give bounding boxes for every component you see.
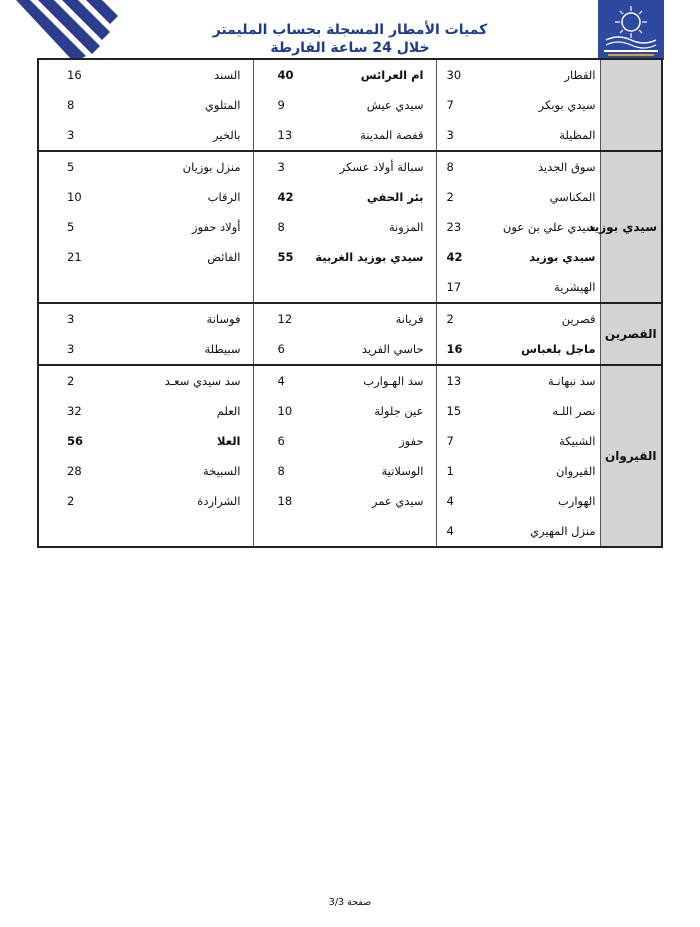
- rainfall-value: 3: [436, 120, 498, 151]
- rainfall-value: 23: [436, 212, 498, 242]
- station-name: بالخير: [213, 128, 241, 142]
- station-name: [153, 516, 253, 547]
- station-name: العلا: [217, 434, 241, 448]
- rainfall-value: 32: [67, 404, 82, 418]
- rainfall-value: 21: [67, 250, 82, 264]
- station-name: المكناسي: [549, 190, 596, 204]
- station-name: [326, 272, 436, 303]
- station-name: قصرين: [498, 303, 600, 334]
- table-row: [38, 365, 662, 396]
- station-name: بئر الحفي: [366, 190, 424, 204]
- station-name: قفصة المدينة: [360, 128, 424, 142]
- station-name: المظيلة: [559, 128, 596, 142]
- rainfall-value: [253, 516, 326, 547]
- station-name: الفائض: [207, 250, 241, 264]
- rainfall-value: 4: [253, 365, 326, 396]
- rainfall-value: 42: [253, 182, 326, 212]
- station-name: القيروان: [555, 464, 596, 478]
- rainfall-value: [38, 516, 153, 547]
- page-footer: [0, 897, 700, 908]
- station-name: منزل بوزيان: [153, 151, 253, 182]
- table-row: [38, 212, 662, 242]
- rainfall-value: 15: [436, 396, 498, 426]
- region-cell: القيروان: [600, 365, 662, 547]
- station-name: القطار: [564, 68, 596, 82]
- station-name: سد سيدي سعـد: [153, 365, 253, 396]
- station-name: [326, 516, 436, 547]
- rainfall-value: 9: [253, 90, 326, 120]
- rainfall-value: 8: [436, 151, 498, 182]
- station-name: سيدي عيش: [366, 98, 424, 112]
- station-name: المتلوي: [204, 98, 241, 112]
- station-name: فوسانة: [153, 303, 253, 334]
- rainfall-table: [37, 58, 663, 548]
- rainfall-value: 40: [253, 59, 326, 90]
- rainfall-value: 6: [253, 426, 326, 456]
- table-row: [38, 120, 662, 151]
- table-row: [38, 303, 662, 334]
- station-name: عين جلولة: [374, 404, 424, 418]
- rainfall-value: 6: [253, 334, 326, 365]
- rainfall-value: 3: [38, 303, 153, 334]
- rainfall-value: 8: [253, 456, 326, 486]
- table-row: [38, 486, 662, 516]
- rainfall-value: 8: [67, 98, 75, 112]
- region-cell: القصرين: [600, 303, 662, 365]
- table-row: [38, 151, 662, 182]
- rainfall-value: 10: [67, 190, 82, 204]
- table-row: [38, 242, 662, 272]
- station-name: الرقاب: [207, 190, 241, 204]
- table-row: [38, 182, 662, 212]
- table-row: [38, 272, 662, 303]
- rainfall-value: 13: [436, 365, 498, 396]
- station-name: فريانة: [326, 303, 436, 334]
- rainfall-value: 10: [253, 396, 326, 426]
- rainfall-value: 18: [253, 486, 326, 516]
- station-name: سبالة أولاد عسكر: [326, 151, 436, 182]
- station-name: الوسلاتية: [381, 464, 424, 478]
- station-name: سيدي بوزيد الغربية: [315, 250, 424, 264]
- station-name: ام العرائس: [360, 68, 424, 82]
- rainfall-value: 4: [436, 486, 498, 516]
- table-row: [38, 334, 662, 365]
- station-name: أولاد حفوز: [191, 220, 241, 234]
- rainfall-value: 2: [38, 365, 153, 396]
- rainfall-value: 13: [253, 120, 326, 151]
- station-name: [153, 272, 253, 303]
- rainfall-value: 1: [436, 456, 498, 486]
- rainfall-value: 7: [436, 426, 498, 456]
- region-cell: [600, 59, 662, 151]
- table-row: [38, 59, 662, 90]
- page-title: كميات الأمطار المسجلة بحساب المليمتر: [212, 22, 488, 38]
- rainfall-value: 3: [67, 342, 75, 356]
- table-row: [38, 396, 662, 426]
- rainfall-value: 12: [253, 303, 326, 334]
- station-name: منزل المهيري: [530, 524, 596, 538]
- station-name: الهيشرية: [554, 280, 596, 294]
- station-name: الشراردة: [197, 494, 241, 508]
- rainfall-value: 2: [436, 182, 498, 212]
- rainfall-value: 16: [436, 334, 498, 365]
- rainfall-value: [253, 272, 326, 303]
- station-name: السند: [214, 68, 241, 82]
- rainfall-value: 7: [436, 90, 498, 120]
- rainfall-value: 28: [67, 464, 82, 478]
- station-name: سبيطلة: [204, 342, 241, 356]
- station-name: السبيخة: [203, 464, 241, 478]
- rainfall-value: 5: [38, 151, 153, 182]
- page-label: صفحة: [347, 897, 372, 908]
- rainfall-value: 2: [67, 494, 75, 508]
- rainfall-value: 2: [436, 303, 498, 334]
- rainfall-value: 4: [436, 516, 498, 547]
- page-number: 3/3: [328, 897, 345, 908]
- region-cell: سيدي بوزيد: [600, 151, 662, 303]
- rainfall-value: 56: [67, 434, 84, 448]
- rainfall-value: 3: [253, 151, 326, 182]
- station-name: سوق الجديد: [498, 151, 600, 182]
- station-name: حاسي الفريد: [361, 342, 424, 356]
- station-name: سيدي بوزيد: [529, 250, 596, 264]
- station-name: نصر اللـه: [552, 404, 596, 418]
- decorative-stripes-icon: [0, 0, 120, 60]
- institute-logo-icon: [598, 0, 664, 60]
- rainfall-value: 8: [253, 212, 326, 242]
- table-row: [38, 426, 662, 456]
- table-row: [38, 456, 662, 486]
- rainfall-value: 55: [253, 242, 326, 272]
- rainfall-value: 42: [436, 242, 498, 272]
- station-name: سد الهـوارب: [326, 365, 436, 396]
- station-name: سيدي بوبكر: [538, 98, 596, 112]
- rainfall-value: [38, 272, 153, 303]
- rainfall-value: 17: [436, 272, 498, 303]
- rainfall-value: 30: [436, 59, 498, 90]
- page-subtitle: خلال 24 ساعة الفارطة: [270, 40, 430, 56]
- station-name: ماجل بلعباس: [521, 342, 596, 356]
- station-name: سد نبهانـة: [498, 365, 600, 396]
- station-name: الهوارب: [557, 494, 596, 508]
- rainfall-value: 3: [67, 128, 75, 142]
- station-name: العلم: [216, 404, 241, 418]
- station-name: سيدي عمر: [371, 494, 424, 508]
- station-name: المزونة: [388, 220, 424, 234]
- rainfall-value: 5: [67, 220, 75, 234]
- station-name: الشبيكة: [559, 434, 596, 448]
- table-row: [38, 516, 662, 547]
- table-row: [38, 90, 662, 120]
- station-name: حفوز: [399, 434, 424, 448]
- rainfall-value: 16: [67, 68, 82, 82]
- station-name: سيدي علي بن عون: [502, 220, 596, 234]
